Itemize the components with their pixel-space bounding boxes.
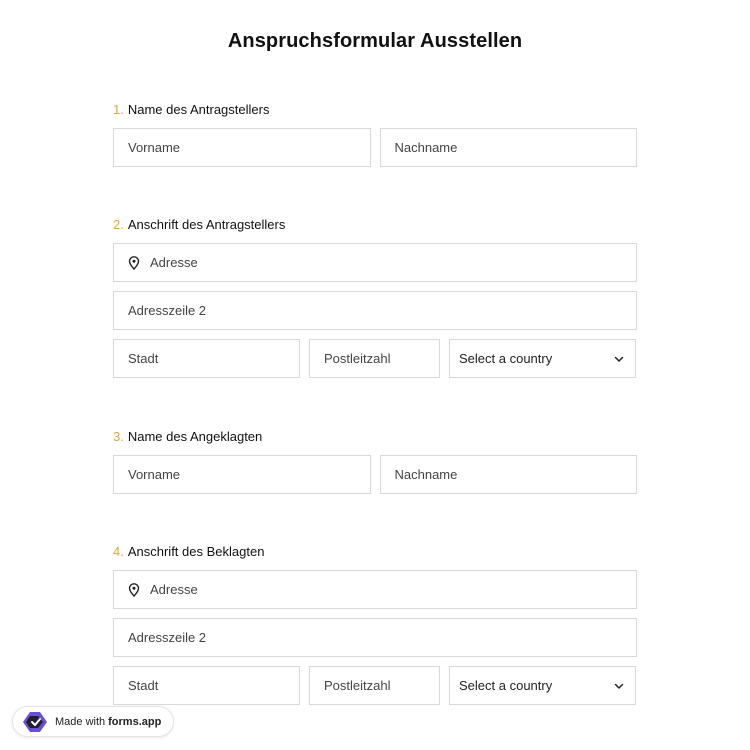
map-pin-icon: [128, 583, 140, 597]
address-line2-placeholder: Adresszeile 2: [128, 630, 207, 645]
address-line2-field[interactable]: [113, 291, 637, 330]
question-number: 3.: [113, 429, 124, 444]
name-row: [113, 455, 637, 494]
address2-row: [113, 618, 637, 657]
question-applicant-name: [113, 101, 637, 176]
city-zip-country-row: [113, 339, 637, 378]
city-field[interactable]: [113, 339, 300, 378]
made-with-badge[interactable]: [12, 706, 174, 737]
badge-brand: forms.app: [108, 715, 162, 728]
first-name-placeholder: Vorname: [128, 467, 181, 482]
country-select[interactable]: [449, 666, 636, 705]
address-row: [113, 243, 637, 282]
address-row: [113, 570, 637, 609]
country-select-value: Select a country: [459, 678, 553, 693]
first-name-field[interactable]: [113, 455, 371, 494]
chevron-down-icon: [613, 353, 625, 365]
last-name-placeholder: Nachname: [394, 140, 458, 155]
address-line2-field[interactable]: [113, 618, 637, 657]
address2-row: [113, 291, 637, 330]
question-label: [113, 216, 637, 234]
address-field[interactable]: [113, 243, 637, 282]
last-name-field[interactable]: [380, 455, 638, 494]
last-name-placeholder: Nachname: [394, 467, 458, 482]
question-label: [113, 101, 637, 119]
country-select-value: Select a country: [459, 351, 553, 366]
address-line2-placeholder: Adresszeile 2: [128, 303, 207, 318]
question-number: 2.: [113, 217, 124, 232]
zip-field[interactable]: [309, 339, 440, 378]
city-placeholder: Stadt: [128, 678, 159, 693]
question-text: Anschrift des Beklagten: [127, 544, 265, 559]
name-row: [113, 128, 637, 167]
city-placeholder: Stadt: [128, 351, 159, 366]
question-defendant-address: [113, 543, 637, 714]
address-placeholder: Adresse: [150, 582, 198, 597]
chevron-down-icon: [613, 680, 625, 692]
address-placeholder: Adresse: [150, 255, 198, 270]
question-number: 4.: [113, 544, 124, 559]
question-applicant-address: [113, 216, 637, 387]
city-field[interactable]: [113, 666, 300, 705]
city-zip-country-row: [113, 666, 637, 705]
badge-prefix: Made with: [55, 715, 106, 728]
zip-field[interactable]: [309, 666, 440, 705]
first-name-field[interactable]: [113, 128, 371, 167]
last-name-field[interactable]: [380, 128, 638, 167]
question-number: 1.: [113, 102, 124, 117]
map-pin-icon: [128, 256, 140, 270]
question-text: Name des Angeklagten: [127, 429, 263, 444]
question-label: [113, 428, 637, 446]
zip-placeholder: Postleitzahl: [324, 678, 391, 693]
question-text: Anschrift des Antragstellers: [127, 217, 286, 232]
question-defendant-name: [113, 428, 637, 503]
question-text: Name des Antragstellers: [127, 102, 270, 117]
country-select[interactable]: [449, 339, 636, 378]
page-title: Anspruchsformular Ausstellen: [227, 30, 523, 52]
zip-placeholder: Postleitzahl: [324, 351, 391, 366]
address-field[interactable]: [113, 570, 637, 609]
question-label: [113, 543, 637, 561]
forms-app-logo-icon: [21, 710, 49, 734]
first-name-placeholder: Vorname: [128, 140, 181, 155]
